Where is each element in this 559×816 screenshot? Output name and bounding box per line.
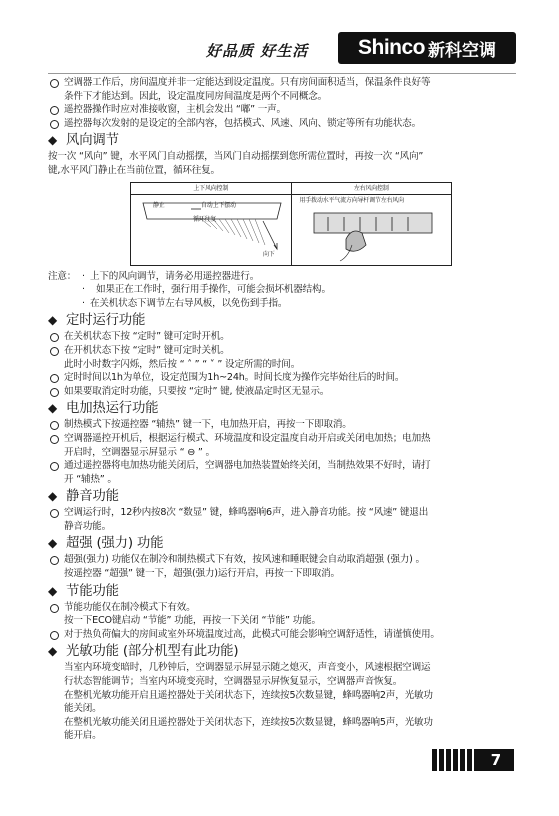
section-title: 风向调节 [66,133,119,149]
note-label: 注意： [48,270,77,282]
list-item: 在开机状态下按 “定时” 键可定时关机。 [48,344,518,358]
list-item: 在关机状态下按 “定时” 键可定时开机。 [48,330,518,344]
list-item: 通过遥控器将电加热功能关闭后，空调器电加热装置始终关闭，当制热效果不好时，请打 [48,459,518,473]
section-title: 超强 (强力) 功能 [66,536,164,552]
list-item: 此时小时数字闪烁，然后按 “ ˄ ” “ ˅ ” 设定所需的时间。 [64,358,301,370]
header-rule [48,73,516,74]
list-item: 空调器遥控开机后，根据运行模式、环境温度和设定温度自动开启或关闭电加热；电加热 [48,432,518,446]
section-heading-turbo [48,534,518,553]
list-item: 按一下ECO键启动 “节能” 功能，再按一下关闭 “节能” 功能。 [64,615,321,627]
diamond-icon: ◆ [48,313,58,328]
note-lines [82,270,331,311]
note-line: · 上下的风向调节，请务必用遥控器进行。 [82,270,331,284]
paragraph: 键,水平风门静止在当前位置，循环往复。 [48,164,220,176]
diagram-vertical-control [131,183,291,265]
brand-cn: 新科空调 [428,40,496,61]
section-title: 静音功能 [66,489,119,505]
brand-name: Shinco [357,36,425,59]
note-line: · 如果正在工作时，强行用手操作，可能会损坏机器结构。 [82,283,331,297]
section-heading-mute [48,487,518,506]
diamond-icon: ◆ [48,489,58,504]
list-item: 遥控器每次发射的是设定的全部内容，包括模式、风速、风向、锁定等所有功能状态。 [48,117,518,131]
page-content [48,76,518,743]
list-item: 制热模式下按遥控器 “辅热” 键一下，电加热开启，再按一下即取消。 [48,418,518,432]
section-heading-timer [48,311,518,330]
paragraph: 按一次 “风向” 键，水平风门自动摇摆，当风门自动摇摆到您所需位置时，再按一次 “风向” [48,151,424,163]
list-item: 条件下才能达到。因此，设定温度同房间温度是两个不同概念。 [64,90,328,102]
diamond-icon: ◆ [48,401,58,416]
paragraph-line: 能关闭。 [64,703,102,715]
diagram-label-static: 静止 [153,201,165,209]
diamond-icon: ◆ [48,536,58,551]
diagram-label-hand: 用手拨动水平气流方向导杆调节左右风向 [299,196,404,204]
horizontal-louver-illustration [292,205,452,267]
list-item: 遥控器操作时应对准接收窗，主机会发出 “嘟” 一声。 [48,103,518,117]
paragraph-line: 在整机光敏功能开启且遥控器处于关闭状态下，连续按5次数显键，蜂鸣器响2声，光敏功 [64,689,433,701]
section-title: 节能功能 [66,583,119,599]
list-item: 超强(强力) 功能仅在制冷和制热模式下有效，按风速和睡眠键会自动取消超强 (强力) 。 [48,553,518,567]
list-item: 开启时，空调器显示屏显示 “ ⊖ ” 。 [64,446,215,458]
list-item: 空调运行时，12秒内按8次 “数显” 键，蜂鸣器响6声，进入静音功能。按 “风速” 键退出 [48,506,518,520]
wind-note [48,270,518,311]
airflow-diagram [130,182,452,266]
list-item: 节能功能仅在制冷模式下有效。 [48,601,518,615]
list-item: 空调器工作后，房间温度并非一定能达到设定温度。只有房间面积适当，保温条件良好等 [48,76,518,90]
intro-list [48,76,518,130]
diamond-icon: ◆ [48,133,58,148]
section-title: 光敏功能 (部分机型有此功能) [66,644,239,660]
paragraph-line: 当室内环境变暗时，几秒钟后，空调器显示屏显示随之熄灭，声音变小，风速根据空调运 [64,662,431,674]
section-title: 电加热运行功能 [66,401,159,417]
diagram-title: 上下风向控制 [131,183,291,195]
brand-logo [338,32,516,64]
list-item: 定时时间以1h为单位，设定范围为1h~24h。时间长度为操作完毕始往后的时间。 [48,371,518,385]
list-item: 对于热负荷偏大的房间或室外环境温度过高，此模式可能会影响空调舒适性，请谨慎使用。 [48,628,518,642]
section-heading-eco [48,582,518,601]
list-item: 如果要取消定时功能，只要按 “定时” 键, 使液晶定时区无显示。 [48,385,518,399]
section-heading-wind [48,131,518,150]
list-item: 按遥控器 “超强” 键一下，超强(强力)运行开启，再按一下即取消。 [64,568,340,580]
paragraph-line: 在整机光敏功能关闭且遥控器处于关闭状态下，连续按5次数显键，蜂鸣器响5声，光敏功 [64,716,433,728]
list-item: 静音功能。 [64,520,111,532]
paragraph-line: 行状态智能调节；当室内环境变亮时，空调器显示屏恢复显示，空调器声音恢复。 [64,676,403,688]
note-line: · 在关机状态下调节左右导风板，以免伤到手指。 [82,297,331,311]
diagram-title: 左右风向控制 [292,183,452,195]
diagram-label-swing: 自动上下摆动 [201,201,236,209]
diagram-label-cycle: 循环往复 [193,215,217,223]
diamond-icon: ◆ [48,583,58,598]
header-slogan: 好品质 好生活 [206,42,309,60]
diamond-icon: ◆ [48,644,58,659]
list-item: 开 “辅热” 。 [64,473,117,485]
diagram-label-down: 向下 [263,250,275,258]
page-number: 7 [478,749,514,771]
paragraph-line: 能开启。 [64,730,102,742]
section-heading-heater [48,399,518,418]
section-title: 定时运行功能 [66,313,146,329]
diagram-horizontal-control [291,183,452,265]
section-heading-light [48,642,518,661]
